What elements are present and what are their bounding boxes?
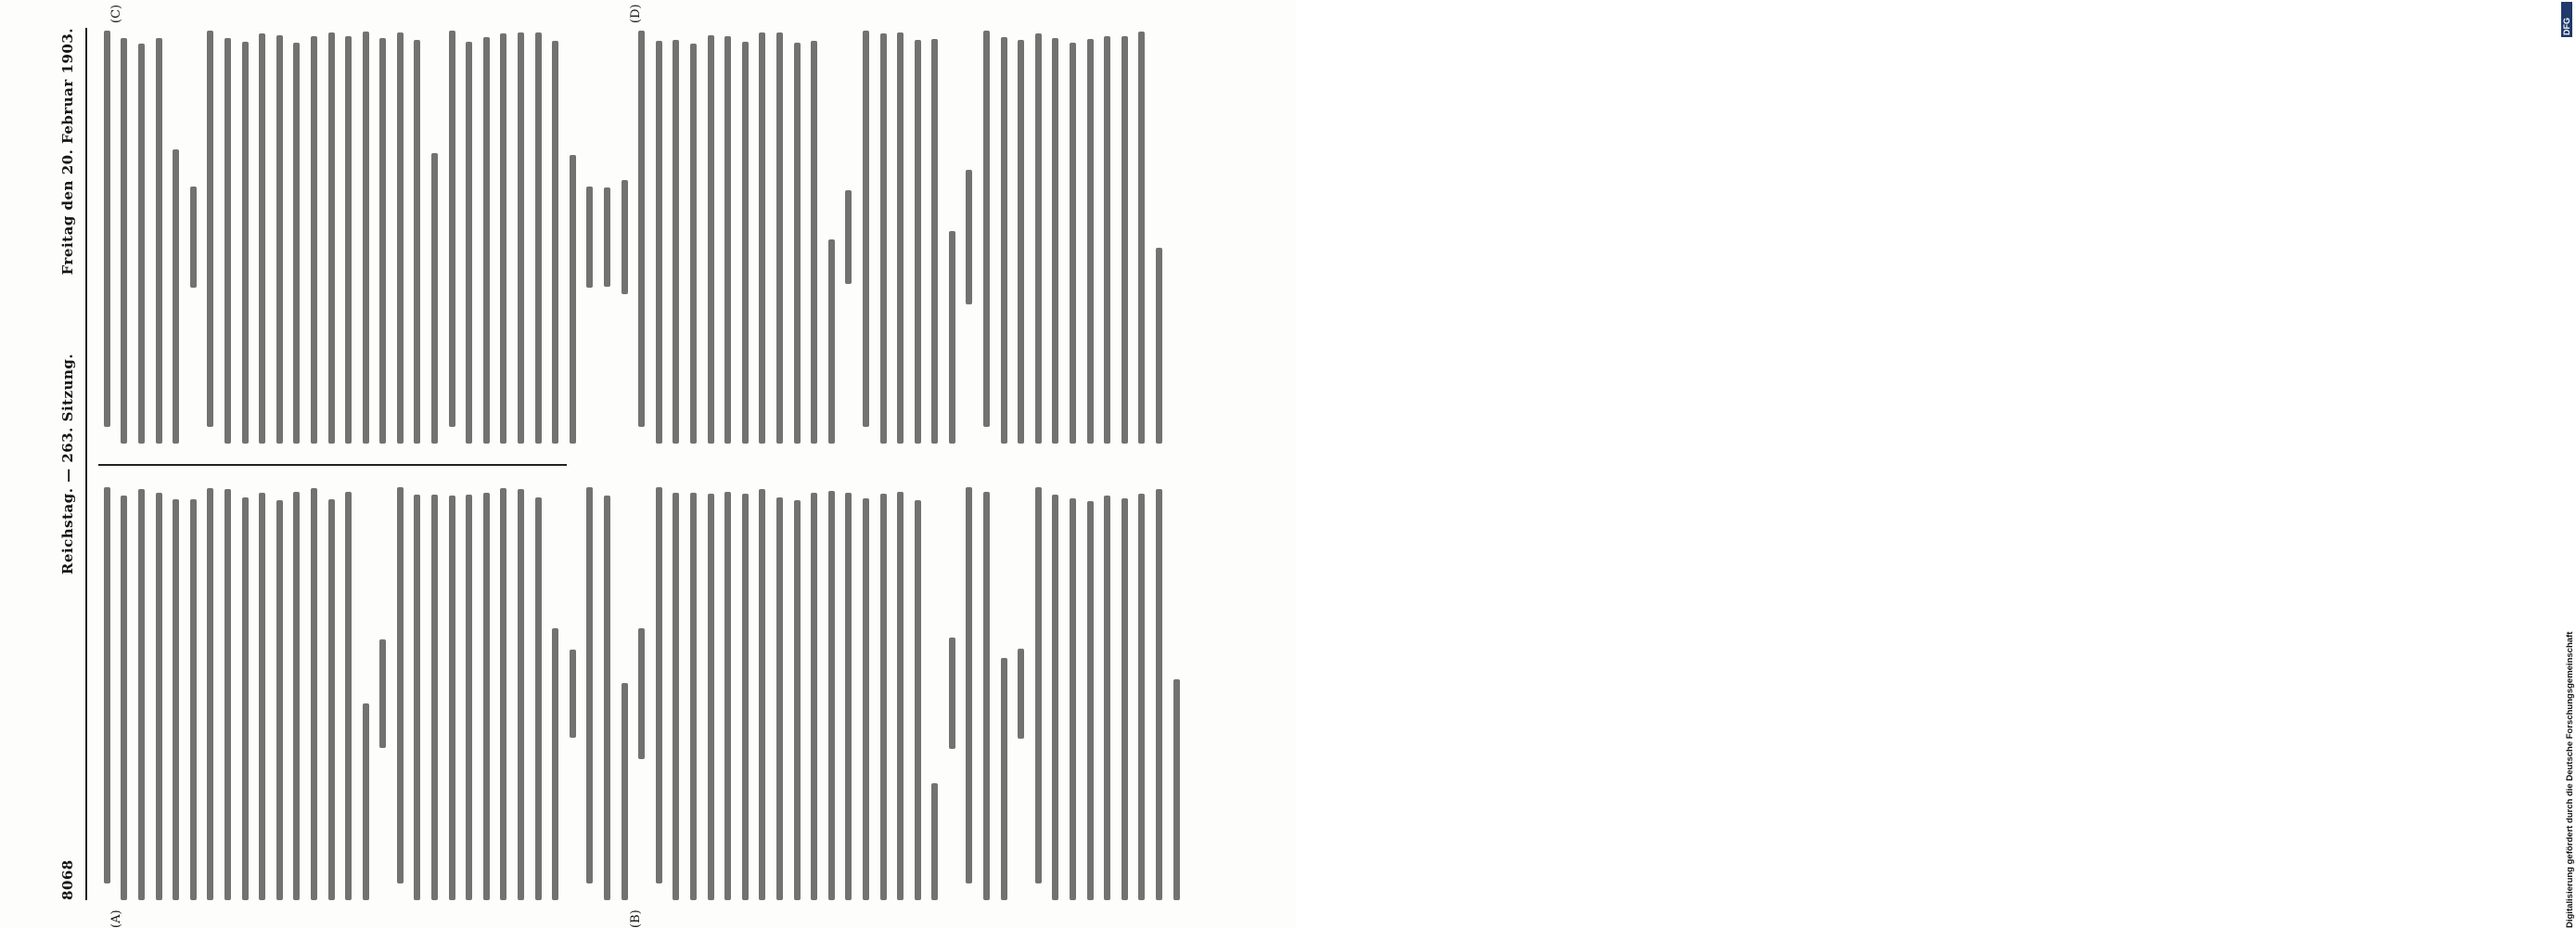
text-line	[185, 31, 202, 444]
text-line	[719, 31, 737, 444]
text-line	[340, 487, 357, 900]
text-line	[943, 31, 961, 444]
text-line	[1134, 487, 1151, 900]
text-line	[116, 487, 134, 900]
text-line	[754, 487, 772, 900]
dfg-logo: DFG	[2561, 2, 2572, 37]
text-line	[375, 487, 392, 900]
text-line	[167, 487, 185, 900]
text-line	[340, 31, 357, 444]
text-line	[598, 31, 616, 444]
margin-marker-d: (D)	[629, 4, 643, 23]
text-line	[271, 31, 288, 444]
text-line	[961, 487, 979, 900]
text-line	[219, 31, 237, 444]
text-line	[357, 31, 375, 444]
text-line	[668, 487, 686, 900]
text-line	[478, 31, 495, 444]
text-line	[840, 31, 858, 444]
text-line	[530, 31, 547, 444]
text-line	[1012, 487, 1030, 900]
text-line	[443, 31, 461, 444]
text-line	[995, 487, 1013, 900]
text-line	[288, 487, 306, 900]
text-line	[737, 487, 754, 900]
text-line	[357, 487, 375, 900]
text-line	[875, 487, 892, 900]
text-line	[1047, 487, 1065, 900]
text-line	[1012, 31, 1030, 444]
text-line	[650, 487, 668, 900]
text-line	[823, 487, 840, 900]
text-line	[167, 31, 185, 444]
margin-marker-b: (B)	[629, 909, 643, 928]
text-line	[288, 31, 306, 444]
text-line	[927, 487, 944, 900]
text-line	[253, 31, 271, 444]
text-line	[530, 487, 547, 900]
text-line	[598, 487, 616, 900]
text-line	[616, 487, 634, 900]
text-line	[805, 31, 823, 444]
text-line	[409, 31, 427, 444]
text-line	[460, 31, 478, 444]
text-line	[271, 487, 288, 900]
text-line	[788, 31, 806, 444]
text-line	[460, 487, 478, 900]
text-line	[1116, 31, 1134, 444]
text-line	[1082, 31, 1099, 444]
text-line	[582, 31, 599, 444]
text-line	[133, 487, 150, 900]
text-line	[1030, 487, 1047, 900]
text-line	[391, 31, 409, 444]
text-line	[512, 31, 530, 444]
text-line	[391, 487, 409, 900]
text-line	[305, 487, 323, 900]
text-line	[1116, 487, 1134, 900]
text-line	[857, 487, 875, 900]
text-line	[478, 487, 495, 900]
text-line	[702, 31, 720, 444]
text-line	[1082, 487, 1099, 900]
text-line	[564, 487, 582, 900]
text-line	[495, 31, 513, 444]
text-line	[719, 487, 737, 900]
text-line	[202, 31, 220, 444]
text-line	[426, 487, 443, 900]
text-line	[1134, 31, 1151, 444]
text-line	[840, 487, 858, 900]
text-line	[1064, 31, 1082, 444]
text-line	[564, 31, 582, 444]
text-line	[1030, 31, 1047, 444]
text-line	[150, 31, 168, 444]
text-line	[685, 31, 702, 444]
margin-marker-a: (A)	[109, 909, 123, 928]
text-line	[546, 31, 564, 444]
text-line	[1064, 487, 1082, 900]
session-date: Freitag den 20. Februar 1903.	[59, 28, 76, 276]
text-line	[219, 487, 237, 900]
digitization-sidebar	[1278, 0, 2575, 928]
text-line	[927, 31, 944, 444]
text-line	[323, 31, 340, 444]
text-line	[1150, 487, 1168, 900]
text-line	[512, 487, 530, 900]
text-line	[582, 487, 599, 900]
text-line	[875, 31, 892, 444]
text-line	[909, 31, 927, 444]
header-rule	[85, 28, 87, 900]
text-line	[185, 487, 202, 900]
text-line	[737, 31, 754, 444]
text-line	[891, 31, 909, 444]
text-line	[978, 31, 995, 444]
text-line	[426, 31, 443, 444]
text-line	[771, 487, 788, 900]
text-line	[237, 487, 254, 900]
rotated-page-content	[54, 4, 1246, 928]
text-line	[788, 487, 806, 900]
text-line	[857, 31, 875, 444]
text-line	[133, 31, 150, 444]
text-line	[995, 31, 1013, 444]
text-line	[961, 31, 979, 444]
text-line	[546, 487, 564, 900]
text-line	[616, 31, 634, 444]
text-line	[495, 487, 513, 900]
text-line	[702, 487, 720, 900]
text-line	[1098, 31, 1116, 444]
text-line	[1098, 487, 1116, 900]
text-line	[409, 487, 427, 900]
text-line	[943, 487, 961, 900]
text-line	[1168, 487, 1185, 900]
page-number: 8068	[59, 859, 76, 900]
text-line	[323, 487, 340, 900]
text-line	[891, 487, 909, 900]
text-line	[633, 31, 650, 444]
text-line	[150, 487, 168, 900]
text-line	[202, 487, 220, 900]
text-line	[375, 31, 392, 444]
text-column-right	[98, 31, 1211, 444]
text-line	[1047, 31, 1065, 444]
text-line	[98, 31, 116, 444]
margin-marker-c: (C)	[109, 4, 123, 23]
text-line	[754, 31, 772, 444]
text-line	[305, 31, 323, 444]
text-line	[98, 487, 116, 900]
text-line	[253, 487, 271, 900]
text-line	[978, 487, 995, 900]
column-divider	[98, 464, 567, 466]
text-line	[116, 31, 134, 444]
text-line	[237, 31, 254, 444]
text-line	[1150, 31, 1168, 444]
digitization-note: Digitalisierung gefördert durch die Deutsche Forschungsgemeinschaft	[2565, 631, 2575, 928]
text-line	[685, 487, 702, 900]
text-column-left	[98, 487, 1211, 900]
text-line	[443, 487, 461, 900]
text-line	[823, 31, 840, 444]
text-line	[909, 487, 927, 900]
text-line	[650, 31, 668, 444]
text-line	[668, 31, 686, 444]
session-title: Reichstag. — 263. Sitzung.	[59, 353, 76, 575]
text-line	[805, 487, 823, 900]
text-line	[633, 487, 650, 900]
text-line	[771, 31, 788, 444]
